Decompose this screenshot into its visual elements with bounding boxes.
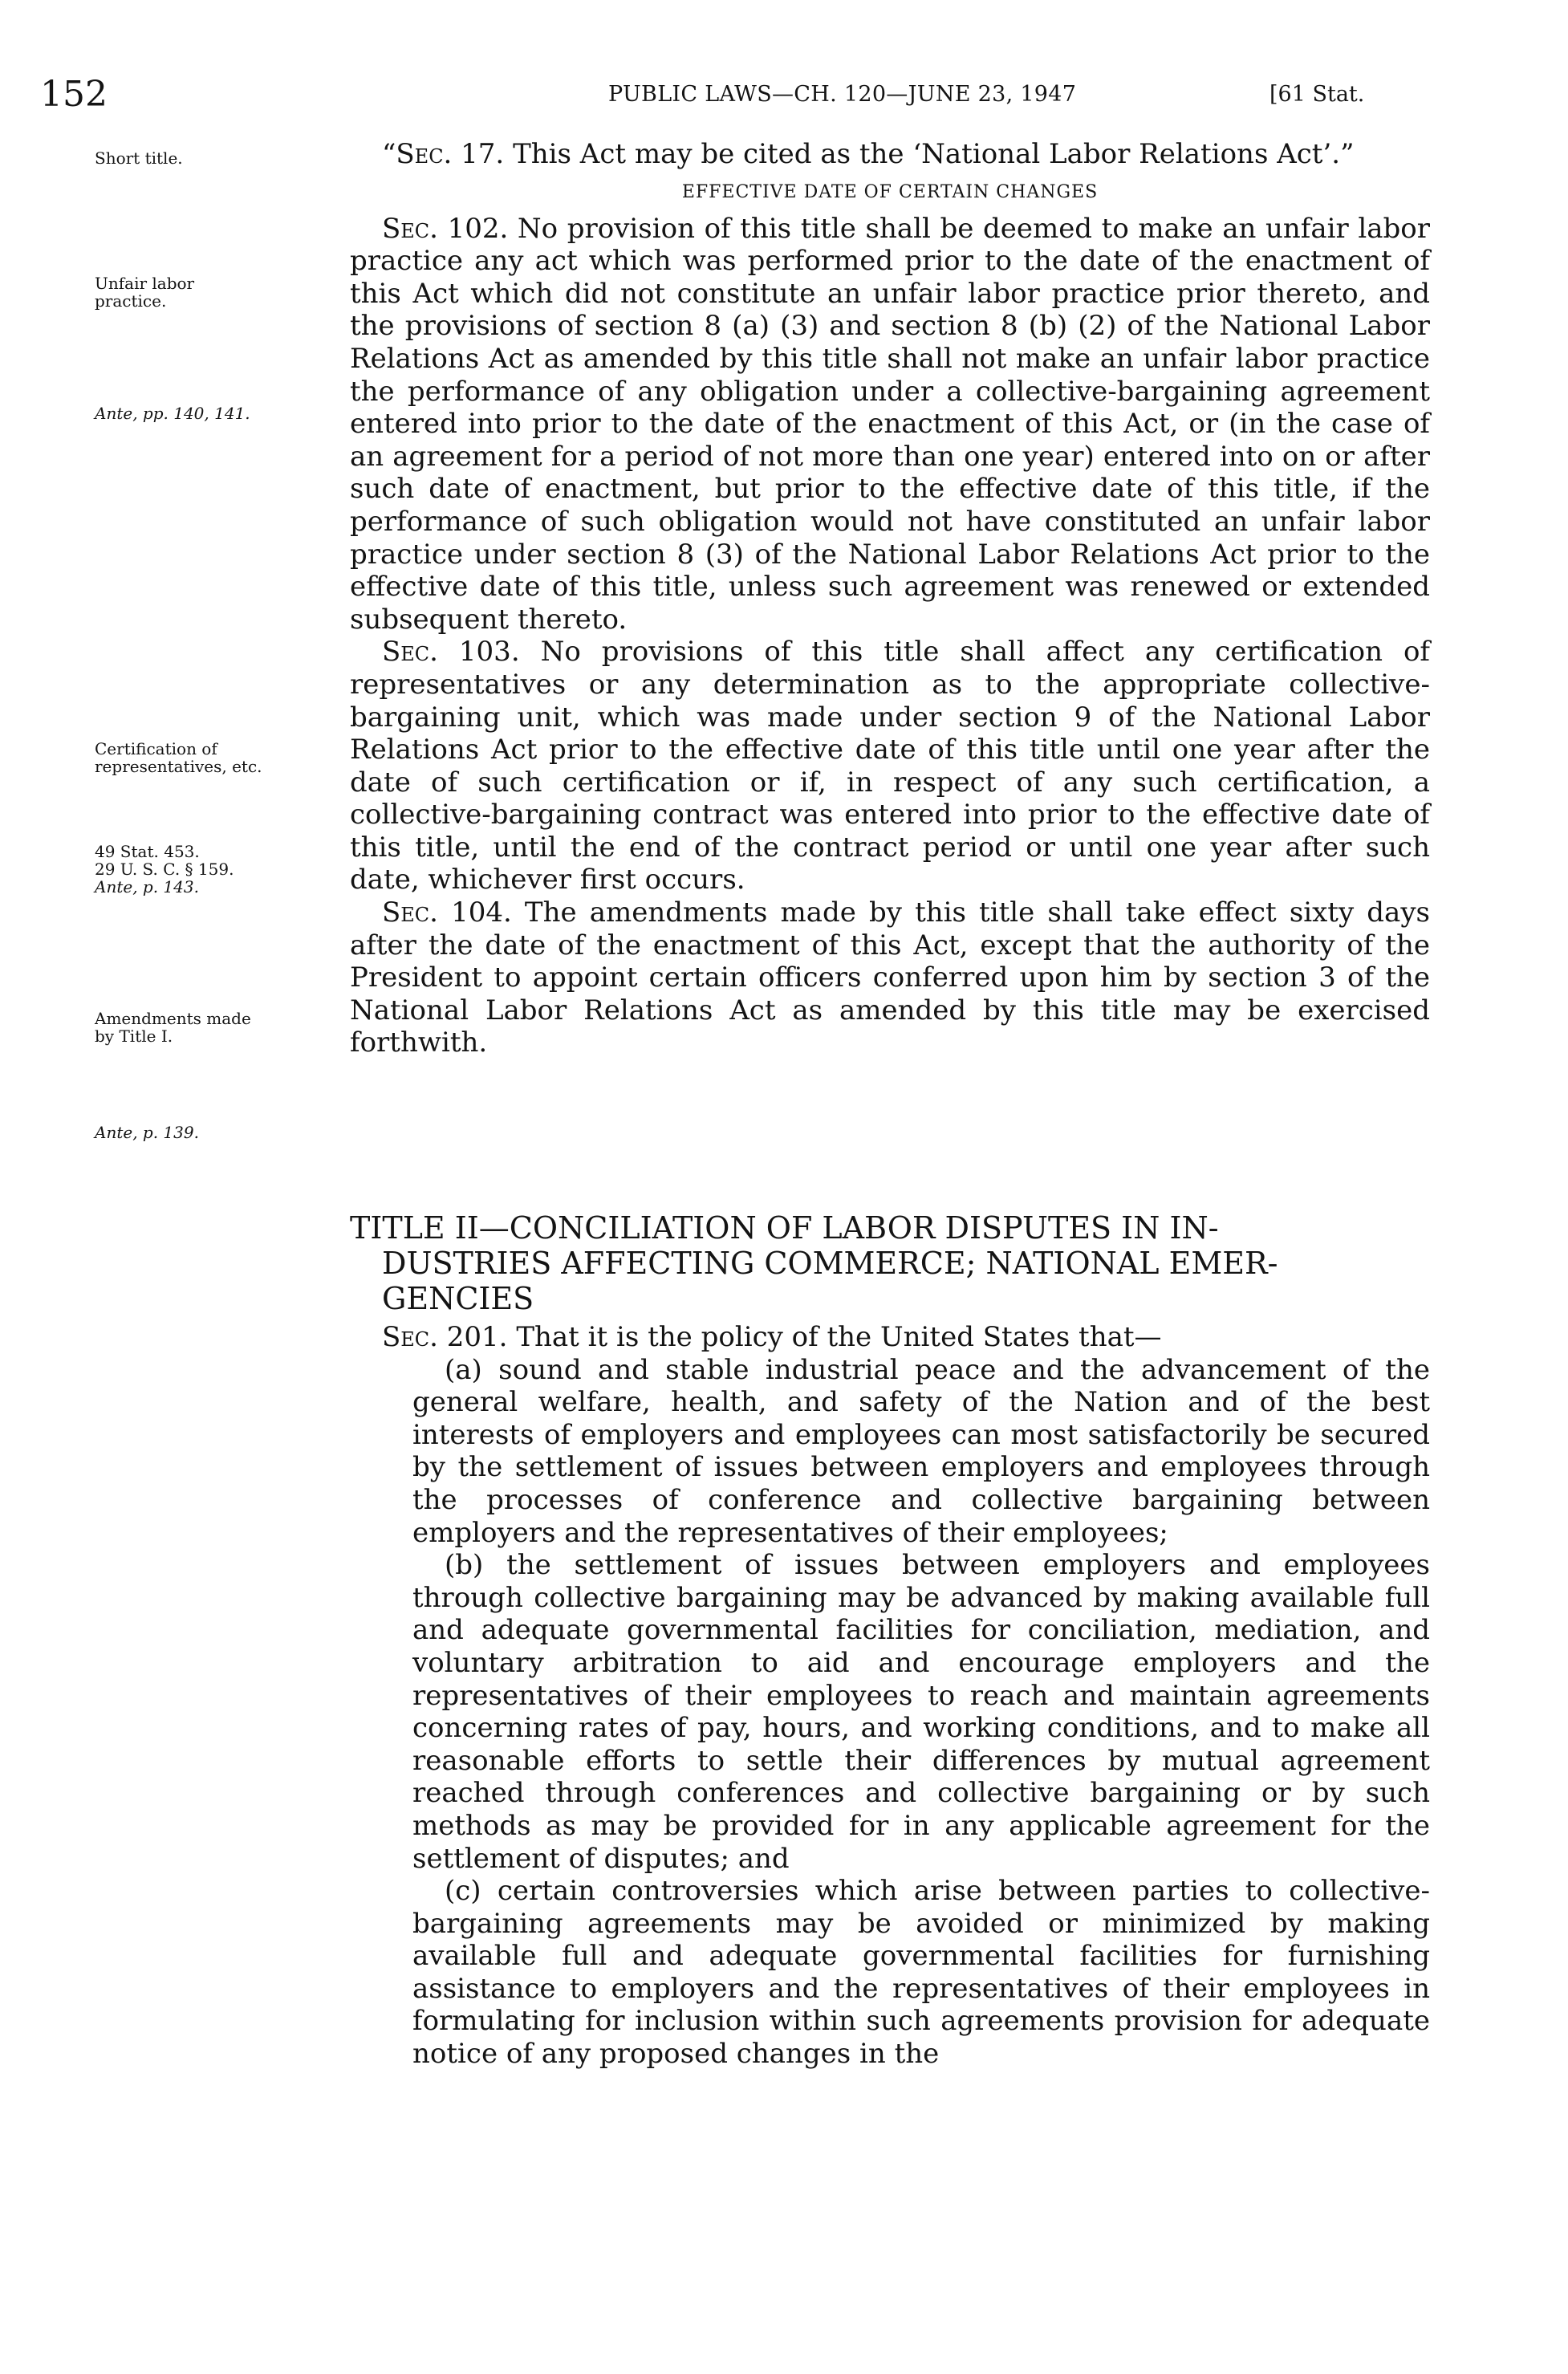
section-102-text: No provision of this title shall be deemed to make an unfair labor practice any act which was performed prior to the date of the enactment of this Act which did not constitute an unfair labor practice prior thereto, and the provisions of section 8 (a) (3) and section 8 (b) (2) of the National Labor Relations Act as amended by this title shall not make an unfair labor practice the performance of any obligation under a collective-bargaining agreement entered into prior to the date of the enactment of this Act, or (in the case of an agreement for a period of not more than one year) entered into on or after such date of enactment, but prior to the effective date of this title, if the performance of such obligation would not have constituted an unfair labor practice under section 8 (3) of the National Labor Relations Act prior to the effective date of this title, unless such agreement was renewed or extended subsequent thereto. [350,212,1431,636]
page-number: 152 [40,74,108,115]
title-ii-heading [350,1210,1425,1316]
margin-note-49-stat: 49 Stat. 453. [95,842,200,861]
margin-note-ante-140-141: Ante, pp. 140, 141. [95,404,250,423]
section-104 [350,896,1430,1059]
margin-note-ante-143: Ante, p. 143. [95,877,199,896]
section-201-clause-b: (b) the settlement of issues between employers and employees through collective bargaining may be advanced by making available full and adequate governmental facilities for conciliation, mediation, and voluntary arbitration to aid and encourage employers and the representatives of their employees to reach and maintain agreements concerning rates of pay, hours, and working conditions, and to make all reasonable efforts to settle their differences by mutual agreement reached through conferences and collective bargaining or by such methods as may be provided for in any applicable agreement for the settlement of disputes; and [412,1549,1430,1875]
section-201-clause-c: (c) certain controversies which arise between parties to collective-bargaining agreements may be avoided or minimized by making available full and adequate governmental facilities for furnishing assistance to employers and the representatives of their employees in formulating for inclusion within such agreements provision for adequate notice of any proposed changes in the [412,1875,1430,2071]
margin-note-unfair-labor-practice: Unfair labor practice. [95,274,195,311]
margin-notes [0,0,337,2374]
margin-note-short-title: Short title. [95,148,183,168]
section-104-text: The amendments made by this title shall take effect sixty days after the date of the enactment of this Act, except that the authority of the President to appoint certain officers conferred upon him by section 3 of the National Labor Relations Act as amended by this title may be exercised forthwith. [350,896,1430,1059]
heading-effective-date: EFFECTIVE DATE OF CERTAIN CHANGES [681,181,1099,202]
margin-note-ante-139: Ante, p. 139. [95,1123,199,1142]
section-103-label: Sec. 103. [382,636,520,669]
margin-note-29-usc: 29 U. S. C. § 159. [95,860,234,879]
volume-reference: [61 Stat. [1269,82,1365,107]
section-17 [350,138,1430,171]
main-text [350,138,1430,1059]
section-102-label: Sec. 102. [382,212,509,245]
margin-note-amendments: Amendments made by Title I. [95,1009,251,1046]
section-201-intro [350,1321,1430,1354]
section-103 [350,636,1430,896]
title-ii-line-2: DUSTRIES AFFECTING COMMERCE; NATIONAL EMER- [382,1246,1278,1281]
title-ii-line-3: GENCIES [382,1281,534,1316]
margin-note-certification: Certification of representatives, etc. [95,739,262,776]
section-201-clause-a: (a) sound and stable industrial peace and the advancement of the general welfare, health, and safety of the Nation and of the best interests of employers and employees can most satisfactorily be secured by the settlement of issues between employers and employees through the processes of conference and collective bargaining between employers and the representatives of their employees; [412,1353,1430,1549]
section-103-text: No provisions of this title shall affect any certification of representatives or any determination as to the appropriate collective-bargaining unit, which was made under section 9 of the National Labor Relations Act prior to the effective date of this title until one year after the date of such certification or if, in respect of any such certification, a collective-bargaining contract was entered into prior to the effective date of this title, until the end of the contract period or until one year after such date, whichever first occurs. [350,636,1431,896]
title-ii-line-1: TITLE II—CONCILIATION OF LABOR DISPUTES IN IN- [350,1210,1219,1246]
section-17-text: This Act may be cited as the ‘National Labor Relations Act’.” [513,138,1355,170]
running-head: PUBLIC LAWS—CH. 120—JUNE 23, 1947 [608,82,1077,107]
section-102 [350,213,1430,636]
section-104-label: Sec. 104. [382,896,512,929]
section-17-label: “Sec. 17. [382,138,505,170]
section-201-text: That it is the policy of the United States that— [516,1321,1162,1353]
section-201 [350,1321,1430,2071]
section-201-label: Sec. 201. [382,1321,508,1353]
